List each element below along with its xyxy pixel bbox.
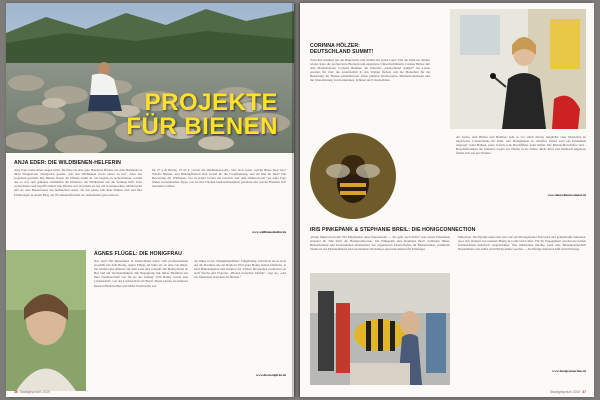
magazine-name: Stadtgespräch 2019 [19,390,51,394]
hero-title-line2: FÜR BIENEN [126,113,278,140]
article-url[interactable]: www.deutschland-summt.de [547,193,586,197]
section-heading-corinna [310,43,373,55]
article-column-text: für 27 g & Beträg. 25 65 € | durch die Wildbienen-Lehr-. Wie Sich wann, welche Biene mag was? Welche Bienen- und Blütenpflanzen sind Grund für die Fortpflanzung, und im Mai im Nest? Die Bewertung der Wildbiene, fast in jedem Garten ein Gewinn. Auf dem Online-Portal von Anja Eder finden Gartenbesitzer Tipps, wie sie ihre Flächen insektenfreundlich gestalten und welche Pflanzen sich besonders lohnen. [152,168,286,189]
article-column-2 [152,168,286,234]
left-page [6,3,294,397]
bee-closeup-photo [308,131,398,221]
article-column-2 [456,135,586,197]
page-footer [550,390,586,394]
section-heading-anja-eder: ANJA EDER: DIE WILDBIENEN-HELFERIN [14,160,121,166]
hero-title-line1: PROJEKTE [144,89,278,116]
heading-line1: CORINNA HÖLZER: [310,43,361,49]
page-footer [14,390,50,394]
article-column-text: der Imker in der ‚Honigmanufaktur‘ Flügelhonig. Warum ist sie so stolz auf die Produkte aus der Region? Weil jeder Honig anders schmeckt, je nach Blütenangebot und Standort der Völker. Inzwischen verarbeitet sie auch Wachs und Propolis. „Bienen brauchen Vielfalt“, sagt sie, „und wir Menschen brauchen die Bienen.“ [194,259,286,280]
article-url[interactable]: www.die-honigfrau.de [255,373,286,377]
page-number: 36 [14,390,18,394]
article-column: Zwischen summen nur die Hauptstadt, und summt das ganze Land: Und das kann sie. Immer wieder hatte die promovierte Biologin und engagierte Umweltschützerin Corinna Hölzer mit dem Medienberater Cornelis Hemmer die Initiative „Deutschland summt!“ ins Leben gerufen. Ihr Ziel: die Artenvielfalt in den Städten fördern und die Menschen für die Bedeutung der Bienen sensibilisieren. Dazu gehören Wettbewerbe, Mitmach-Aktionen und die Unterstützung von Kommunen, Schulen und Unternehmen. [310,58,430,83]
portrait-photo-agnes [6,250,86,391]
article-url[interactable]: www.honigconnection.de [552,369,586,373]
article-column-text: der Sache, dem Hölzer und Hemmer geht es vor allem darum, möglichst viele Menschen zu motivieren, Lebensräume für Wild- und Honigbienen zu schaffen. Dabei wird ein Umdenken angeregt: Jeder Balkon, jeder Garten, jede Brachfläche kann helfen. Die Bienen-Botschafter und -Botschafterinnen der Initiative tragen das Thema in die Städte. Mehr Infos und Mitmach-Angebote finden sich auf der Website. [456,135,586,156]
section-heading-agnes-fluegel: AGNES FLÜGEL: DIE HONIGFRAU [94,251,183,257]
article-column: Anja Eder traute ihren Augen nicht: Da hatte sie eine gute Handvoll Pflanze aus dem Baumarkt in ihren Wuppertaler Stadtgarten gesetzt, „für den Wildbienen etwas Gutes zu tun“. Aber das Gegenteil geschah: Die Bienen flogen die Pflanze kaum an. Sie begann zu recherchieren, warum das so war, und gründete schließlich die Initiative, die Wildbienen auf die Sprünge hilft. Eder recherchierte und begriff schnell: Die Pflanze war viel mehr als nur ein Gartenprodukt. Mittlerweile lebt sie eine Bienenwiese mit heimischen Arten, die das ganze Jahr über blühen, und teilt ihre Erfahrungen in einem Blog, der für Insektenfreunde zur Anlaufstelle geworden ist. [14,168,142,197]
article-column: „Einen Imkerverein mit 350 Mitgliedern ohne Internetseite — das geht doch nicht!“ Aus dieser Erkenntnis entstand im Jahr 2016 die Honigconnection. Iris Pinkepank und Stephanie Breil verbinden Imker, Bienenfreunde und Unternehmen miteinander. Sie organisieren Patenschaften für Bienenvölker, vermitteln Standorte auf Firmendächern und veranstalten Workshops rund ums Imkern für Einsteiger. [310,235,450,252]
right-page [300,3,594,397]
photo-corinna-hoelzer [450,9,586,129]
magazine-name: Stadtgespräch 2019 [549,390,581,394]
article-column-2 [458,235,586,373]
page-number: 37 [582,390,586,394]
article-column-2 [194,259,286,377]
heading-line2: DEUTSCHLAND SUMMT! [310,49,374,55]
section-heading-honigconnection: IRIS PINKEPANK & STEPHANIE BREIL: DIE HONIGCONNECTION [310,227,476,233]
hero-title [126,91,278,139]
article-url[interactable]: www.wildbienenhelfer.de [251,230,286,234]
photo-bee-costume-event [310,273,450,385]
article-column-text: Initiativen. Die HonigConnection setzt auf ein überregionales Netzwerk und gemeinsame Aktionen, etwa den Verkauf von lokalem Honig in Cafés und Läden. Für ihr Engagement wurden die beiden Gründerinnen mehrfach ausgezeichnet. Wer mitmachen möchte, kann eine Bienenpatenschaft übernehmen oder selbst zum Hobby-Imker werden — die Honigconnection hilft beim Einstieg. [458,235,586,252]
article-column: Nur rund 250 Imkerinnen in Deutschland leben vom professionellen Geschäft mit dem Honig. Agnes Flügel, 40 Jahre alt, ist eine von ihnen. Sie betreibt ihre Imkerei auf dem Land und verkauft den Honig direkt ab Hof und auf Wochenmärkten. Die Begegnung mit Imker Bernhard aus ihrer Nachbarschaft war für sie der Anfang: Vom Hobby wurde eine Leidenschaft, von der Leidenschaft ein Beruf. Heute betreut sie mehrere hundert Bienenvölker und bildet Nachwuchs aus. [94,259,188,288]
